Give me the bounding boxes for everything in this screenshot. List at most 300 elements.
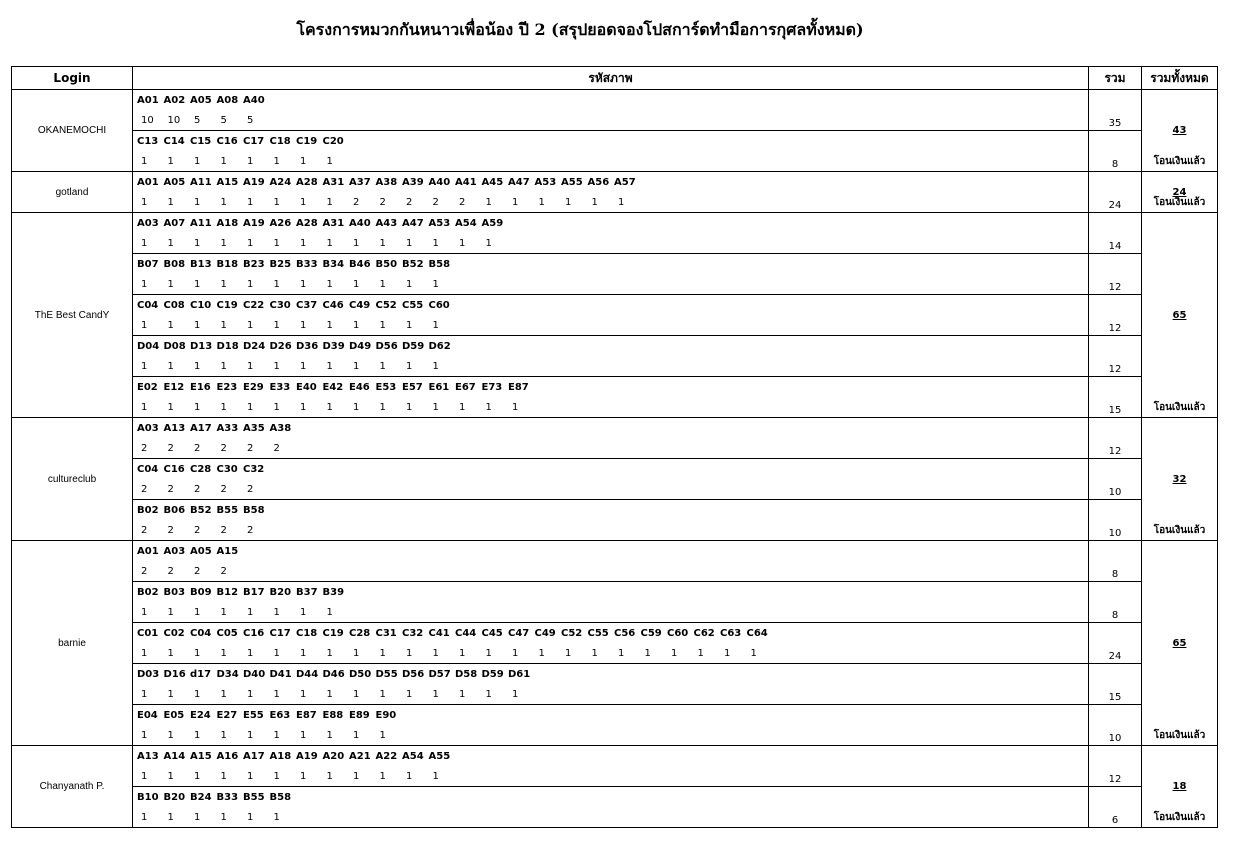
quantity: 1 — [247, 360, 254, 372]
quantity: 1 — [353, 278, 360, 290]
image-code: D40 — [243, 668, 266, 680]
quantity: 1 — [273, 360, 280, 372]
image-code: A53 — [428, 217, 451, 229]
quantity: 1 — [247, 811, 254, 823]
quantity: 1 — [220, 688, 227, 700]
image-code: C37 — [296, 299, 318, 311]
code-list — [133, 254, 1088, 274]
image-code: E04 — [137, 709, 158, 721]
codes-cell — [133, 377, 1089, 418]
header-total: รวมทั้งหมด — [1142, 67, 1218, 90]
image-code: A05 — [163, 176, 186, 188]
image-code: E33 — [269, 381, 291, 393]
codes-cell — [133, 705, 1089, 746]
quantity: 1 — [300, 196, 307, 208]
quantity: 1 — [459, 401, 466, 413]
table-row — [12, 541, 1218, 582]
quantity: 1 — [379, 729, 386, 741]
image-code: B20 — [269, 586, 292, 598]
quantity-list — [133, 520, 1088, 540]
image-code: C04 — [190, 627, 212, 639]
quantity: 1 — [406, 319, 413, 331]
group-total-cell — [1142, 213, 1218, 418]
quantity: 1 — [406, 360, 413, 372]
image-code: D36 — [296, 340, 319, 352]
image-code: B52 — [402, 258, 424, 270]
row-sum: 12 — [1089, 295, 1142, 336]
codes-cell — [133, 541, 1089, 582]
image-code: A40 — [349, 217, 371, 229]
quantity-list — [133, 602, 1088, 622]
quantity: 1 — [671, 647, 678, 659]
image-code: C14 — [163, 135, 185, 147]
quantity: 1 — [353, 319, 360, 331]
quantity: 1 — [194, 319, 201, 331]
image-code: C47 — [508, 627, 530, 639]
image-code: C62 — [693, 627, 715, 639]
image-code: E16 — [190, 381, 211, 393]
quantity: 1 — [220, 770, 227, 782]
payment-status: โอนเงินแล้ว — [1153, 197, 1206, 208]
image-code: D26 — [269, 340, 292, 352]
image-code: C49 — [534, 627, 556, 639]
codes-cell — [133, 787, 1089, 828]
quantity: 1 — [326, 237, 333, 249]
quantity: 1 — [194, 647, 201, 659]
quantity: 1 — [194, 237, 201, 249]
quantity: 1 — [379, 647, 386, 659]
quantity: 1 — [300, 606, 307, 618]
quantity: 1 — [167, 729, 174, 741]
quantity: 1 — [538, 647, 545, 659]
image-code: E42 — [322, 381, 344, 393]
image-code: A20 — [322, 750, 345, 762]
row-sum: 14 — [1089, 213, 1142, 254]
quantity: 1 — [300, 319, 307, 331]
quantity: 1 — [300, 729, 307, 741]
image-code: C18 — [269, 135, 291, 147]
quantity: 1 — [406, 401, 413, 413]
quantity: 1 — [194, 729, 201, 741]
image-code: B07 — [137, 258, 159, 270]
table-row — [12, 746, 1218, 787]
image-code: E63 — [269, 709, 291, 721]
quantity: 1 — [326, 360, 333, 372]
quantity: 1 — [326, 729, 333, 741]
quantity: 1 — [273, 647, 280, 659]
image-code: C55 — [402, 299, 424, 311]
quantity: 2 — [220, 565, 227, 577]
quantity: 1 — [141, 278, 148, 290]
group-total: 65 — [1172, 309, 1187, 321]
quantity: 2 — [194, 483, 201, 495]
quantity: 5 — [247, 114, 254, 126]
image-code: A19 — [243, 217, 265, 229]
quantity: 1 — [591, 196, 598, 208]
image-code: D57 — [428, 668, 451, 680]
image-code: C64 — [746, 627, 768, 639]
quantity: 1 — [326, 606, 333, 618]
code-list — [133, 131, 1088, 151]
quantity: 1 — [379, 360, 386, 372]
image-code: C16 — [243, 627, 265, 639]
image-code: C15 — [190, 135, 212, 147]
code-list — [133, 582, 1088, 602]
image-code: D44 — [296, 668, 319, 680]
image-code: A45 — [481, 176, 504, 188]
image-code: A28 — [296, 217, 318, 229]
quantity-list — [133, 315, 1088, 335]
image-code: C60 — [428, 299, 450, 311]
quantity: 1 — [406, 647, 413, 659]
quantity: 2 — [247, 442, 254, 454]
quantity: 1 — [194, 155, 201, 167]
code-list — [133, 623, 1088, 643]
quantity: 1 — [194, 606, 201, 618]
quantity: 1 — [353, 237, 360, 249]
quantity: 1 — [273, 196, 280, 208]
image-code: D24 — [243, 340, 266, 352]
image-code: C32 — [402, 627, 424, 639]
group-total: 18 — [1172, 781, 1187, 792]
image-code: A55 — [428, 750, 451, 762]
image-code: E67 — [455, 381, 476, 393]
table-row — [12, 500, 1218, 541]
table-row — [12, 131, 1218, 172]
image-code: C32 — [243, 463, 265, 475]
image-code: C01 — [137, 627, 159, 639]
image-code: A18 — [269, 750, 292, 762]
payment-status: โอนเงินแล้ว — [1153, 730, 1206, 741]
image-code: B24 — [190, 791, 212, 803]
image-code: E46 — [349, 381, 370, 393]
quantity: 5 — [194, 114, 201, 126]
image-code: B55 — [216, 504, 239, 516]
row-sum: 12 — [1089, 746, 1142, 787]
image-code: B23 — [243, 258, 265, 270]
image-code: C49 — [349, 299, 371, 311]
image-code: B02 — [137, 586, 159, 598]
quantity: 1 — [750, 647, 757, 659]
image-code: D46 — [322, 668, 345, 680]
code-list — [133, 295, 1088, 315]
image-code: D16 — [163, 668, 186, 680]
table-row — [12, 90, 1218, 131]
quantity: 1 — [326, 688, 333, 700]
image-code: C63 — [720, 627, 742, 639]
quantity: 1 — [220, 729, 227, 741]
quantity: 1 — [724, 647, 731, 659]
quantity: 1 — [194, 688, 201, 700]
image-code: A31 — [322, 217, 345, 229]
row-sum: 8 — [1089, 582, 1142, 623]
image-code: C22 — [243, 299, 265, 311]
image-code: E87 — [508, 381, 529, 393]
image-code: B06 — [163, 504, 186, 516]
image-code: D03 — [137, 668, 160, 680]
quantity: 1 — [273, 319, 280, 331]
table-row — [12, 254, 1218, 295]
image-code: B20 — [163, 791, 186, 803]
quantity: 1 — [247, 401, 254, 413]
quantity: 1 — [379, 688, 386, 700]
quantity: 1 — [273, 770, 280, 782]
quantity-list — [133, 684, 1088, 704]
codes-cell — [133, 664, 1089, 705]
quantity: 1 — [167, 688, 174, 700]
codes-cell — [133, 90, 1089, 131]
group-total: 65 — [1172, 637, 1187, 649]
quantity-list — [133, 766, 1088, 786]
quantity-list — [133, 356, 1088, 376]
quantity: 1 — [326, 647, 333, 659]
code-list — [133, 377, 1088, 397]
image-code: A55 — [561, 176, 583, 188]
image-code: A11 — [190, 217, 212, 229]
quantity: 1 — [644, 647, 651, 659]
image-code: E53 — [375, 381, 397, 393]
image-code: A22 — [375, 750, 398, 762]
quantity-list — [133, 233, 1088, 253]
quantity: 1 — [326, 278, 333, 290]
image-code: C02 — [163, 627, 185, 639]
quantity: 1 — [141, 237, 148, 249]
table-row — [12, 623, 1218, 664]
quantity: 1 — [220, 237, 227, 249]
row-sum: 12 — [1089, 336, 1142, 377]
quantity: 1 — [300, 770, 307, 782]
image-code: D08 — [163, 340, 186, 352]
table-row — [12, 582, 1218, 623]
quantity: 1 — [300, 647, 307, 659]
table-row — [12, 664, 1218, 705]
quantity: 1 — [406, 237, 413, 249]
image-code: E23 — [216, 381, 238, 393]
quantity: 1 — [247, 155, 254, 167]
quantity: 1 — [512, 647, 519, 659]
image-code: A40 — [243, 94, 265, 106]
table-row — [12, 787, 1218, 828]
codes-cell — [133, 746, 1089, 787]
quantity: 1 — [379, 237, 386, 249]
image-code: A54 — [402, 750, 424, 762]
image-code: A17 — [243, 750, 265, 762]
quantity: 1 — [273, 278, 280, 290]
image-code: C60 — [667, 627, 689, 639]
image-code: C16 — [216, 135, 238, 147]
image-code: A03 — [137, 217, 159, 229]
image-code: C59 — [640, 627, 662, 639]
image-code: B12 — [216, 586, 239, 598]
image-code: A05 — [190, 545, 212, 557]
code-list — [133, 336, 1088, 356]
row-sum: 35 — [1089, 90, 1142, 131]
header-row — [12, 67, 1218, 90]
quantity: 1 — [167, 647, 174, 659]
image-code: A19 — [243, 176, 265, 188]
quantity: 1 — [326, 319, 333, 331]
code-list — [133, 746, 1088, 766]
table-body — [12, 90, 1218, 828]
image-code: A43 — [375, 217, 398, 229]
quantity: 2 — [194, 442, 201, 454]
quantity: 1 — [459, 647, 466, 659]
quantity: 1 — [432, 770, 439, 782]
quantity: 2 — [141, 483, 148, 495]
row-sum: 15 — [1089, 377, 1142, 418]
image-code: A35 — [243, 422, 265, 434]
image-code: A28 — [296, 176, 318, 188]
image-code: D04 — [137, 340, 160, 352]
code-list — [133, 90, 1088, 110]
image-code: A05 — [190, 94, 212, 106]
image-code: C28 — [190, 463, 212, 475]
quantity: 2 — [167, 565, 174, 577]
quantity: 1 — [141, 360, 148, 372]
quantity: 1 — [379, 770, 386, 782]
image-code: A39 — [402, 176, 424, 188]
header-login: Login — [12, 67, 133, 90]
quantity: 1 — [141, 401, 148, 413]
image-code: B18 — [216, 258, 239, 270]
quantity: 1 — [406, 770, 413, 782]
payment-status: โอนเงินแล้ว — [1153, 525, 1206, 536]
quantity: 1 — [167, 155, 174, 167]
codes-cell — [133, 254, 1089, 295]
code-list — [133, 172, 1088, 192]
image-code: C10 — [190, 299, 212, 311]
image-code: C46 — [322, 299, 344, 311]
quantity: 1 — [618, 196, 625, 208]
image-code: B09 — [190, 586, 212, 598]
quantity: 1 — [300, 237, 307, 249]
image-code: E29 — [243, 381, 264, 393]
codes-cell — [133, 459, 1089, 500]
quantity: 1 — [141, 606, 148, 618]
image-code: A08 — [216, 94, 239, 106]
quantity: 1 — [247, 729, 254, 741]
quantity: 1 — [406, 688, 413, 700]
code-list — [133, 213, 1088, 233]
image-code: C56 — [614, 627, 636, 639]
code-list — [133, 459, 1088, 479]
image-code: A56 — [587, 176, 610, 188]
quantity-list — [133, 274, 1088, 294]
image-code: B58 — [243, 504, 265, 516]
quantity: 1 — [220, 401, 227, 413]
row-sum: 6 — [1089, 787, 1142, 828]
image-code: B17 — [243, 586, 265, 598]
quantity: 1 — [379, 319, 386, 331]
quantity: 1 — [512, 401, 519, 413]
payment-status: โอนเงินแล้ว — [1153, 156, 1206, 167]
quantity: 1 — [300, 401, 307, 413]
quantity-list — [133, 151, 1088, 171]
image-code: A17 — [190, 422, 212, 434]
quantity: 1 — [432, 647, 439, 659]
quantity: 1 — [565, 196, 572, 208]
image-code: C18 — [296, 627, 318, 639]
image-code: A07 — [163, 217, 186, 229]
image-code: B10 — [137, 791, 159, 803]
quantity: 1 — [141, 155, 148, 167]
image-code: C52 — [375, 299, 397, 311]
quantity: 1 — [247, 319, 254, 331]
image-code: B52 — [190, 504, 212, 516]
payment-status: โอนเงินแล้ว — [1153, 402, 1206, 413]
image-code: A14 — [163, 750, 186, 762]
image-code: A01 — [137, 176, 159, 188]
login-cell: Chanyanath P. — [12, 746, 133, 828]
image-code: A59 — [481, 217, 504, 229]
quantity: 2 — [220, 483, 227, 495]
login-cell: ThE Best CandY — [12, 213, 133, 418]
image-code: A40 — [428, 176, 451, 188]
image-code: B58 — [428, 258, 451, 270]
quantity: 1 — [141, 729, 148, 741]
quantity: 1 — [432, 319, 439, 331]
image-code: A02 — [163, 94, 186, 106]
quantity: 1 — [167, 811, 174, 823]
quantity: 1 — [220, 647, 227, 659]
quantity: 1 — [432, 237, 439, 249]
image-code: E89 — [349, 709, 370, 721]
quantity: 1 — [273, 811, 280, 823]
image-code: B25 — [269, 258, 292, 270]
image-code: C30 — [269, 299, 291, 311]
image-code: A11 — [190, 176, 212, 188]
quantity: 1 — [167, 196, 174, 208]
row-sum: 24 — [1089, 623, 1142, 664]
image-code: E90 — [375, 709, 397, 721]
quantity: 1 — [485, 196, 492, 208]
quantity: 2 — [220, 442, 227, 454]
quantity: 1 — [220, 196, 227, 208]
codes-cell — [133, 295, 1089, 336]
image-code: D18 — [216, 340, 239, 352]
quantity: 1 — [247, 196, 254, 208]
image-code: C19 — [296, 135, 318, 147]
table-row — [12, 418, 1218, 459]
quantity: 1 — [485, 688, 492, 700]
order-summary-table — [11, 66, 1218, 828]
code-list — [133, 418, 1088, 438]
quantity: 2 — [432, 196, 439, 208]
quantity-list — [133, 561, 1088, 581]
quantity: 1 — [167, 401, 174, 413]
image-code: B03 — [163, 586, 186, 598]
image-code: C45 — [481, 627, 503, 639]
image-code: D56 — [402, 668, 425, 680]
quantity-list — [133, 479, 1088, 499]
login-cell: barnie — [12, 541, 133, 746]
quantity: 2 — [353, 196, 360, 208]
quantity: 2 — [379, 196, 386, 208]
table-row — [12, 295, 1218, 336]
image-code: D59 — [402, 340, 425, 352]
image-code: D13 — [190, 340, 213, 352]
quantity: 1 — [565, 647, 572, 659]
quantity: 2 — [141, 565, 148, 577]
image-code: C41 — [428, 627, 450, 639]
quantity: 1 — [379, 278, 386, 290]
image-code: A57 — [614, 176, 636, 188]
image-code: A03 — [163, 545, 186, 557]
header-sum: รวม — [1089, 67, 1142, 90]
quantity: 1 — [141, 647, 148, 659]
quantity: 1 — [220, 319, 227, 331]
quantity: 1 — [432, 688, 439, 700]
